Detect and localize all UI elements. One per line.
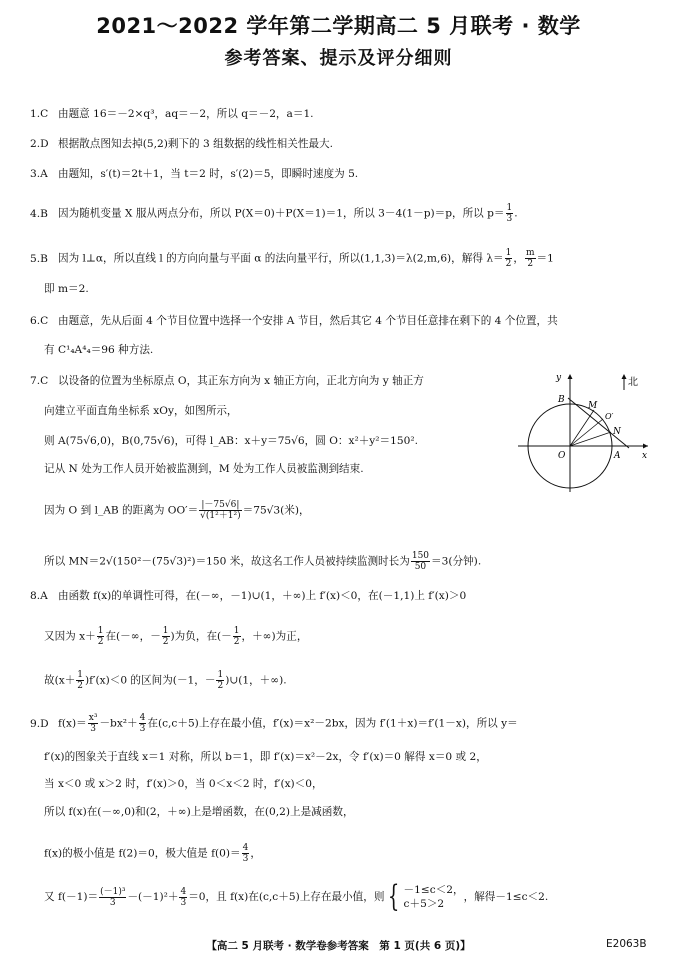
answer-3 [30,167,358,181]
answer-number: 3.A [30,168,48,180]
fraction: $\frac{1}{3}$ [506,203,513,224]
y-axis-arrow [568,374,573,379]
answer-8 [30,589,466,603]
fraction: $\frac{|-75√6|}{\text{√(1²＋1²)}}$ [200,500,241,521]
coordinate-figure [508,368,658,498]
answer-number: 8.A [30,590,48,602]
x-axis-arrow [643,444,648,449]
fraction: $\frac{1}{2}$ [233,626,240,647]
fraction: $\frac{\text{x³}}{3}$ [88,713,98,734]
answer-7-line-3: 则 A(75√6,0)，B(0,75√6)，可得 l_AB：x＋y＝75√6，圆 O：x²＋y²＝150². [44,435,418,447]
segment-om [570,410,594,446]
answer-4: 4.B 因为随机变量 X 服从两点分布，所以 P(X＝0)＋P(X＝1)＝1，所以 3－4(1－p)＝p，所以 p＝ $\frac{1}{3}$ . [30,203,518,224]
page-title: 2021～2022 学年第二学期高二 5 月联考 · 数学 [96,14,581,38]
answer-number: 4.B [30,207,48,220]
footer-code: E2063B [606,938,647,950]
fraction: $\frac{m}{2}$ [525,248,535,269]
answer-number: 7.C [30,375,49,387]
answer-5-line-2: 即 m＝2. [44,283,89,295]
north-arrow-head [622,374,627,379]
answer-9-line-2: f′(x)的图象关于直线 x＝1 对称，所以 b＝1，即 f′(x)＝x²－2x，令 f′(x)＝0 解得 x＝0 或 2， [44,751,487,763]
fraction: $\frac{\text{(－1)³}}{3}$ [100,886,126,908]
footer-page-info: 【高二 5 月联考 · 数学卷参考答案 第 1 页(共 6 页)】 [206,940,471,952]
label-m: M [588,401,598,411]
answer-number: 5.B [30,252,48,265]
answer-7 [30,374,424,388]
fraction: $\frac{4}{3}$ [180,886,187,908]
answer-number: 1.C [30,108,49,120]
label-north: 北 [628,377,638,388]
answer-7-line-2: 向建立平面直角坐标系 xOy，如图所示， [44,405,238,417]
label-x: x [642,451,648,461]
answer-text: 因为随机变量 X 服从两点分布，所以 P(X＝0)＋P(X＝1)＝1，所以 3－4(1－p)＝p，所以 p＝ [58,207,505,220]
label-n: N [613,427,621,437]
answer-9-line-6: 又 f(－1)＝ $\frac{\text{(－1)³}}{3}$ －(－1)²＋ $\frac{4}{3}$ ＝0，且 f(x)在(c,c＋5)上存在最小值，则 { －1≤c＜2， c＋5＞2 ，解得－1≤c＜2. [44,879,549,914]
answer-8-line-3: 故(x＋ $\frac{1}{2}$ )f′(x)＜0 的区间为(－1，－ $\frac{1}{2}$ )∪(1，＋∞). [44,670,287,691]
label-b: B [558,395,565,405]
fraction: $\frac{1}{2}$ [97,626,104,647]
answer-9: 9.D f(x)＝ $\frac{\text{x³}}{3}$ －bx²＋ $\frac{4}{3}$ 在(c,c＋5)上存在最小值，f′(x)＝x²－2bx，因为 f′(1＋x)＝f′(1－x)，所以 y＝ [30,713,518,734]
answer-text: 根据散点图知去掉(5,2)剩下的 3 组数据的线性相关性最大. [58,138,334,150]
answer-text: 由题知，s′(t)＝2t＋1，当 t＝2 时，s′(2)＝5，即瞬时速度为 5. [58,168,359,180]
fraction: $\frac{1}{2}$ [77,670,84,691]
brace: { [388,879,400,914]
segment-oop [570,419,603,446]
segment-on [570,432,611,446]
answer-6-line-2: 有 C¹₄A⁴₄＝96 种方法. [44,344,154,356]
answer-2 [30,137,333,151]
answer-6 [30,314,558,328]
answer-7-line-4: 记从 N 处为工作人员开始被监测到，M 处为工作人员被监测到结束. [44,463,364,475]
answer-number: 2.D [30,138,49,150]
answer-9-line-4: 所以 f(x)在(－∞,0)和(2，＋∞)上是增函数，在(0,2)上是减函数， [44,806,354,818]
answer-number: 6.C [30,315,49,327]
fraction: $\frac{4}{3}$ [139,713,146,734]
answer-text: 由题意 16＝－2×q³，aq＝－2，所以 q＝－2，a＝1. [58,108,314,120]
answer-1 [30,107,314,121]
fraction: $\frac{1}{2}$ [217,670,224,691]
fraction: $\frac{4}{3}$ [242,843,249,864]
answer-text: 由题意，先从后面 4 个节目位置中选择一个安排 A 节目，然后其它 4 个节目任意排在剩下的 4 个位置，共 [58,315,558,327]
answer-9-line-3: 当 x＜0 或 x＞2 时，f′(x)＞0，当 0＜x＜2 时，f′(x)＜0， [44,778,323,790]
label-y: y [556,373,562,383]
answer-text: 由函数 f(x)的单调性可得，在(－∞，－1)∪(1，＋∞)上 f′(x)＜0，在(－1,1)上 f′(x)＞0 [58,590,467,602]
fraction: $\frac{1}{2}$ [505,248,512,269]
answer-text: 以设备的位置为坐标原点 O，其正东方向为 x 轴正方向，正北方向为 y 轴正方 [58,375,424,387]
answer-7-line-5: 因为 O 到 l_AB 的距离为 OO′＝ $\frac{|-75√6|}{\text{√(1²＋1²)}}$ ＝75√3(米)， [44,500,310,521]
answer-number: 9.D [30,717,49,730]
answer-8-line-2: 又因为 x＋ $\frac{1}{2}$ 在(－∞，－ $\frac{1}{2}$ )为负，在(－ $\frac{1}{2}$ ，＋∞)为正， [44,626,308,647]
page-subtitle: 参考答案、提示及评分细则 [224,48,453,69]
answer-9-line-5: f(x)的极小值是 f(2)＝0，极大值是 f(0)＝ $\frac{4}{3}$ ， [44,843,261,864]
label-a: A [614,451,621,461]
fraction: $\frac{1}{2}$ [162,626,169,647]
answer-text: 因为 l⊥α，所以直线 l 的方向向量与平面 α 的法向量平行，所以(1,1,3)＝λ(2,m,6)，解得 λ＝ [58,252,504,265]
answer-5: 5.B 因为 l⊥α，所以直线 l 的方向向量与平面 α 的法向量平行，所以(1,1,3)＝λ(2,m,6)，解得 λ＝ $\frac{1}{2}$ ， $\frac{m}{2}$ ＝1 [30,248,554,269]
inequality-system: －1≤c＜2， c＋5＞2 [403,884,464,910]
label-o-prime: O′ [605,412,614,421]
fraction: $\frac{150}{50}$ [411,551,430,572]
answer-7-line-6: 所以 MN＝2√(150²－(75√3)²)＝150 米，故这名工作人员被持续监测时长为 $\frac{150}{50}$ ＝3(分钟). [44,551,482,572]
label-o: O [558,451,566,461]
